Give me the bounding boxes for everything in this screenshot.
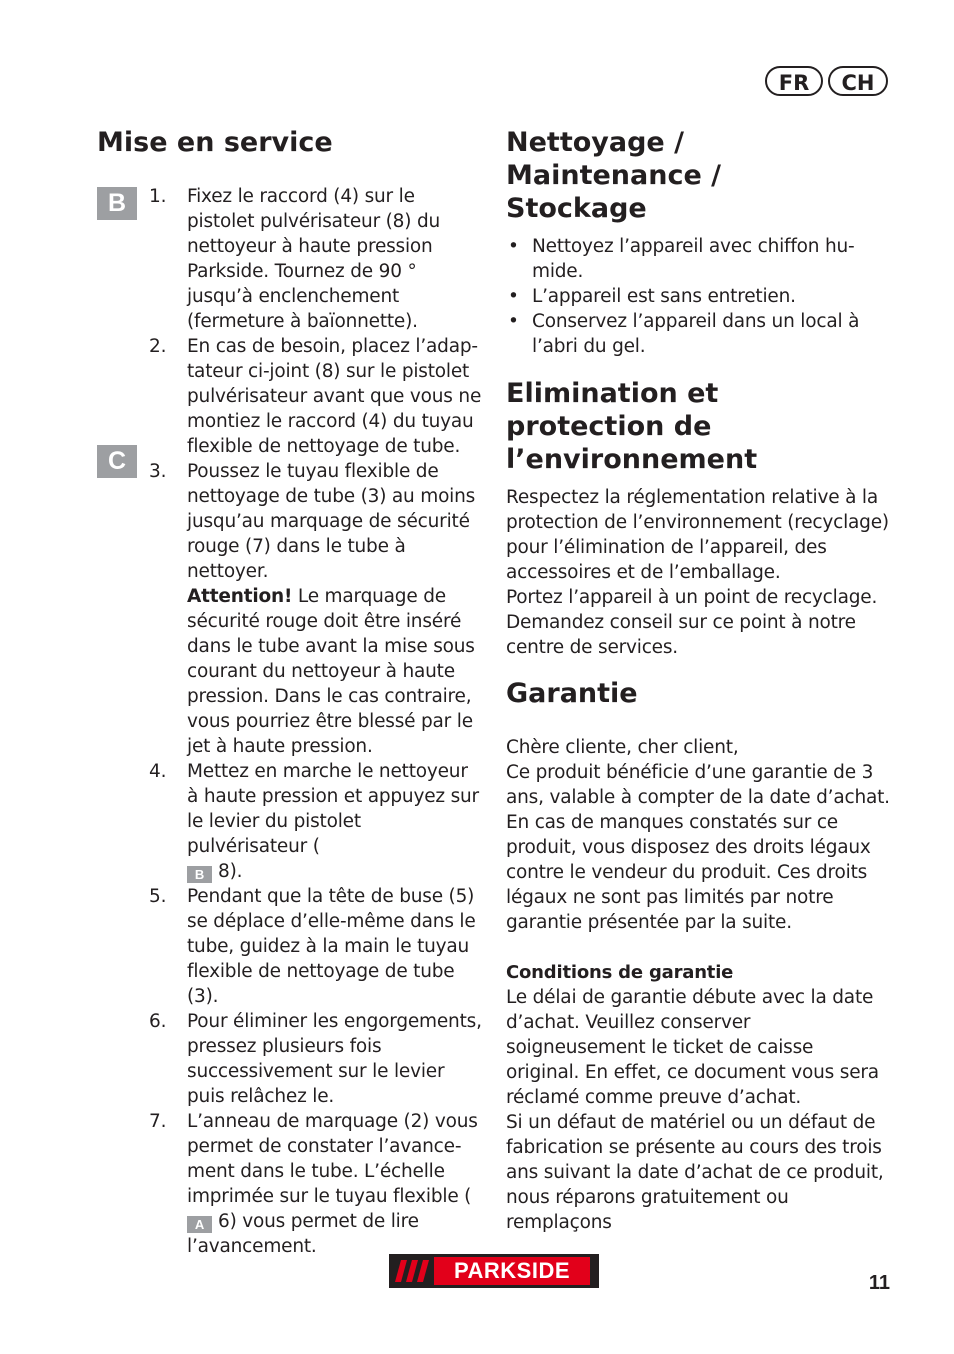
elimination-text [506,485,890,660]
parkside-logo [389,1254,599,1288]
bullet-dot: • [508,236,519,257]
step-text: Pour éliminer les engorgements, pressez plusieurs fois successivement sur le levier puis relâchez le. [187,1011,482,1107]
garantie-greeting: Chère cliente, cher client, [506,737,739,758]
step-text: Fixez le raccord (4) sur le pistolet pulvérisateur (8) du nettoyeur à haute pression Parkside. Tournez de 90 ° jusqu’à enclenchement (fermeture à baïonnette). [187,186,441,332]
bullet-text: L’appareil est sans entretien. [532,286,796,307]
inline-figure-ref-a: A [187,1216,212,1233]
step-text-after: 8). [218,861,243,882]
step-number: 1. [149,186,167,207]
garantie-text [506,735,890,1235]
bullet-item [506,284,866,309]
page-number: 11 [868,1272,890,1294]
warning-label: Attention! [187,586,293,607]
logo-stripes-icon [395,1260,431,1282]
step-number: 4. [149,761,167,782]
bullet-text: Nettoyez l’appareil avec chiffon humide. [532,236,855,282]
step-text-after: 6) vous permet de lire l’avancement. [187,1211,419,1257]
section-title-mise-en-service: Mise en service [97,127,333,158]
section-title-elimination: Elimination et protection de l’environnement [506,378,758,475]
step-text: En cas de besoin, placez l’adaptateur ci-joint (8) sur le pistolet pulvérisateur avant que vous ne montiez le raccord (4) du tuyau flexible de nettoyage de tube. [187,336,482,457]
step-text: Pendant que la tête de buse (5) se déplace d’elle-même dans le tube, guidez à la main le tuyau flexible de nettoyage de tube (3). [187,886,476,1007]
elimination-paragraph-2: Portez l’appareil à un point de recyclage. Demandez conseil sur ce point à notre centre de services. [506,587,878,658]
logo-wordmark: PARKSIDE [434,1257,590,1285]
step-text: Mettez en marche le nettoyeur à haute pression et appuyez sur le levier du pistolet pulvérisateur ( [187,761,479,857]
bullet-item [506,309,866,359]
bullet-text: Conservez l’appareil dans un local à l’abri du gel. [532,311,860,357]
section-title-garantie: Garantie [506,678,638,709]
bullet-dot: • [508,286,519,307]
step-number: 2. [149,336,167,357]
step-item [97,1109,483,1259]
figure-ref-box-b: B [97,187,137,220]
step-number: 6. [149,1011,167,1032]
inline-figure-ref-b: B [187,866,212,883]
step-text: L’anneau de marquage (2) vous permet de constater l’avancement dans le tube. L’échelle imprimée sur le tuyau flexible ( [187,1111,478,1207]
step-text: Poussez le tuyau flexible de nettoyage de tube (3) au moins jusqu’au marquage de sécurité rouge (7) dans le tube à nettoyer. [187,461,476,582]
bullet-item [506,234,866,284]
step-item [97,459,483,759]
step-item [97,884,483,1009]
garantie-paragraph: Ce produit bénéficie d’une garantie de 3 ans, valable à compter de la date d’achat. En cas de manques constatés sur ce produit, vous disposez des droits légaux contre le vendeur du produit. Ces droits légaux ne sont pas limités par notre garantie présentée par la suite. [506,762,890,933]
step-number: 3. [149,461,167,482]
conditions-paragraph-2: Si un défaut de matériel ou un défaut de fabrication se présente au cours des trois ans suivant la date d’achat de ce produit, nous réparons gratuitement ou remplaçons [506,1112,884,1233]
bullet-dot: • [508,311,519,332]
step-number: 7. [149,1111,167,1132]
steps-list [97,184,483,1259]
step-item [97,1009,483,1109]
step-item [97,334,483,459]
warning-text: Le marquage de sécurité rouge doit être inséré dans le tube avant la mise sous courant du nettoyeur à haute pression. Dans le cas contraire, vous pourriez être blessé par le jet à haute pression. [187,586,475,757]
lang-tag-ch: CH [828,66,888,96]
step-item [97,759,483,884]
section-title-nettoyage: Nettoyage / Maintenance / Stockage [506,127,722,224]
elimination-paragraph-1: Respectez la réglementation relative à la protection de l’environnement (recyclage) pour l’élimination de l’appareil, des accessoires et de l’emballage. [506,487,889,583]
step-number: 5. [149,886,167,907]
figure-ref-box-c: C [97,445,137,478]
step-item [97,184,483,334]
cleaning-bullet-list [506,234,866,359]
conditions-title: Conditions de garantie [506,962,734,983]
conditions-paragraph-1: Le délai de garantie débute avec la date d’achat. Veuillez conserver soigneusement le ticket de caisse original. En effet, ce document vous sera réclamé comme preuve d’achat. [506,987,879,1108]
lang-tag-fr: FR [765,66,823,96]
